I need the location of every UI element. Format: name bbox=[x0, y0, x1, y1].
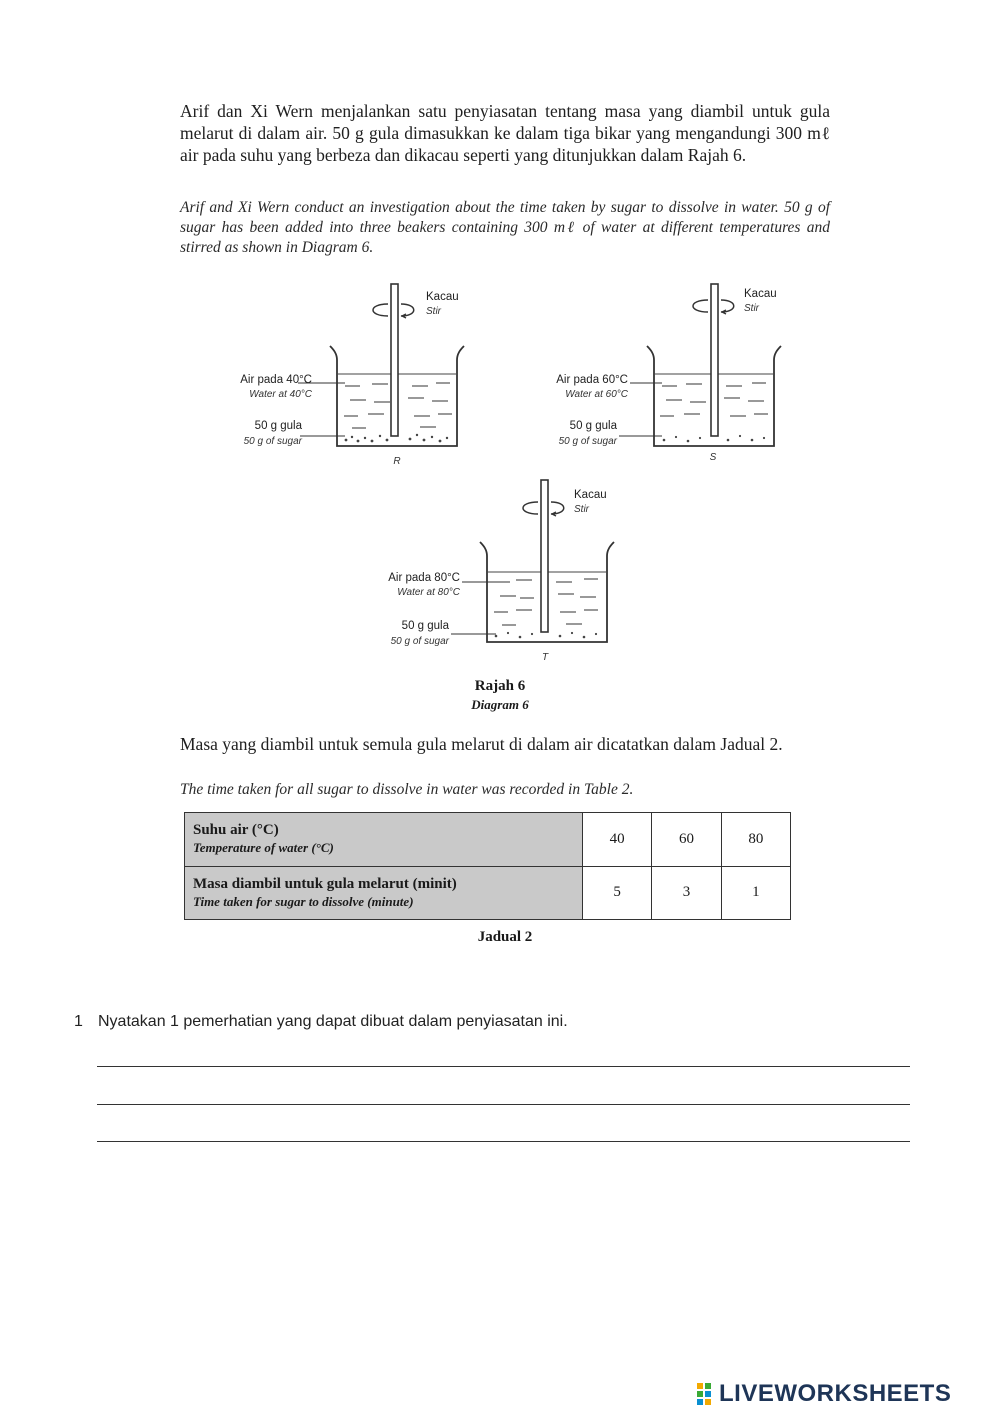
diagram-caption-ms: Rajah 6 bbox=[474, 678, 526, 694]
beaker-r bbox=[240, 284, 464, 467]
sugar-label-ms: 50 g gula bbox=[401, 620, 449, 632]
stir-label-en: Stir bbox=[426, 306, 441, 317]
stir-label-ms: Kacau bbox=[744, 288, 777, 300]
beaker-label-t: T bbox=[541, 652, 549, 663]
stir-label-ms: Kacau bbox=[574, 489, 607, 501]
sugar-label-ms: 50 g gula bbox=[254, 420, 302, 432]
water-label-ms: Air pada 80°C bbox=[388, 572, 460, 584]
water-label-en: Water at 60°C bbox=[565, 389, 628, 400]
answer-line-3[interactable] bbox=[97, 1141, 910, 1142]
stir-label-en: Stir bbox=[744, 303, 759, 314]
table-cell: 80 bbox=[721, 813, 790, 867]
table-intro-english: The time taken for all sugar to dissolve in water was recorded in Table 2. bbox=[180, 781, 634, 798]
beaker-t bbox=[388, 480, 614, 663]
beaker-s bbox=[556, 284, 781, 463]
beaker-diagram bbox=[0, 270, 1000, 670]
data-table bbox=[184, 812, 791, 920]
stir-label-en: Stir bbox=[574, 504, 589, 515]
question-text: Nyatakan 1 pemerhatian yang dapat dibuat dalam penyiasatan ini. bbox=[98, 1013, 568, 1030]
sugar-label-en: 50 g of sugar bbox=[243, 436, 302, 447]
table-cell: 5 bbox=[583, 866, 652, 920]
question-1 bbox=[74, 1013, 568, 1031]
table-caption: Jadual 2 bbox=[477, 929, 533, 945]
water-label-ms: Air pada 40°C bbox=[240, 374, 312, 386]
water-label-en: Water at 40°C bbox=[249, 389, 312, 400]
diagram-caption-en: Diagram 6 bbox=[471, 697, 529, 712]
logo-grid-icon bbox=[697, 1383, 719, 1405]
table-row bbox=[185, 866, 791, 920]
beaker-label-r: R bbox=[393, 456, 401, 467]
liveworksheets-logo bbox=[697, 1381, 951, 1407]
row-header-ms: Suhu air (°C) bbox=[193, 822, 279, 839]
table-cell: 1 bbox=[721, 866, 790, 920]
sugar-label-en: 50 g of sugar bbox=[558, 436, 617, 447]
table-intro-malay: Masa yang diambil untuk semula gula melarut di dalam air dicatatkan dalam Jadual 2. bbox=[180, 734, 783, 754]
row-header-en: Time taken for sugar to dissolve (minute) bbox=[193, 893, 414, 909]
question-number: 1 bbox=[74, 1013, 83, 1030]
intro-english: Arif and Xi Wern conduct an investigation about the time taken by sugar to dissolve in water. 50 g of sugar has been added into three beakers containing 300 mℓ of water at different temperatures and stirred as shown in Diagram 6. bbox=[180, 199, 830, 256]
sugar-label-en: 50 g of sugar bbox=[390, 636, 449, 647]
sugar-label-ms: 50 g gula bbox=[569, 420, 617, 432]
logo-text: LIVEWORKSHEETS bbox=[719, 1380, 952, 1407]
row-header bbox=[185, 866, 583, 920]
table-cell: 40 bbox=[583, 813, 652, 867]
beaker-label-s: S bbox=[709, 452, 717, 463]
table-cell: 60 bbox=[652, 813, 721, 867]
row-header bbox=[185, 813, 583, 867]
row-header-en: Temperature of water (°C) bbox=[193, 840, 334, 856]
stir-label-ms: Kacau bbox=[426, 291, 459, 303]
table-row bbox=[185, 813, 791, 867]
intro-malay: Arif dan Xi Wern menjalankan satu penyiasatan tentang masa yang diambil untuk gula melarut di dalam air. 50 g gula dimasukkan ke dalam tiga bikar yang mengandungi 300 mℓ air pada suhu yang berbeza dan dikacau seperti yang ditunjukkan dalam Rajah 6. bbox=[180, 101, 830, 165]
row-header-ms: Masa diambil untuk gula melarut (minit) bbox=[193, 875, 457, 892]
table-cell: 3 bbox=[652, 866, 721, 920]
water-label-en: Water at 80°C bbox=[397, 587, 460, 598]
water-label-ms: Air pada 60°C bbox=[556, 374, 628, 386]
answer-line-1[interactable] bbox=[97, 1066, 910, 1067]
answer-line-2[interactable] bbox=[97, 1104, 910, 1105]
